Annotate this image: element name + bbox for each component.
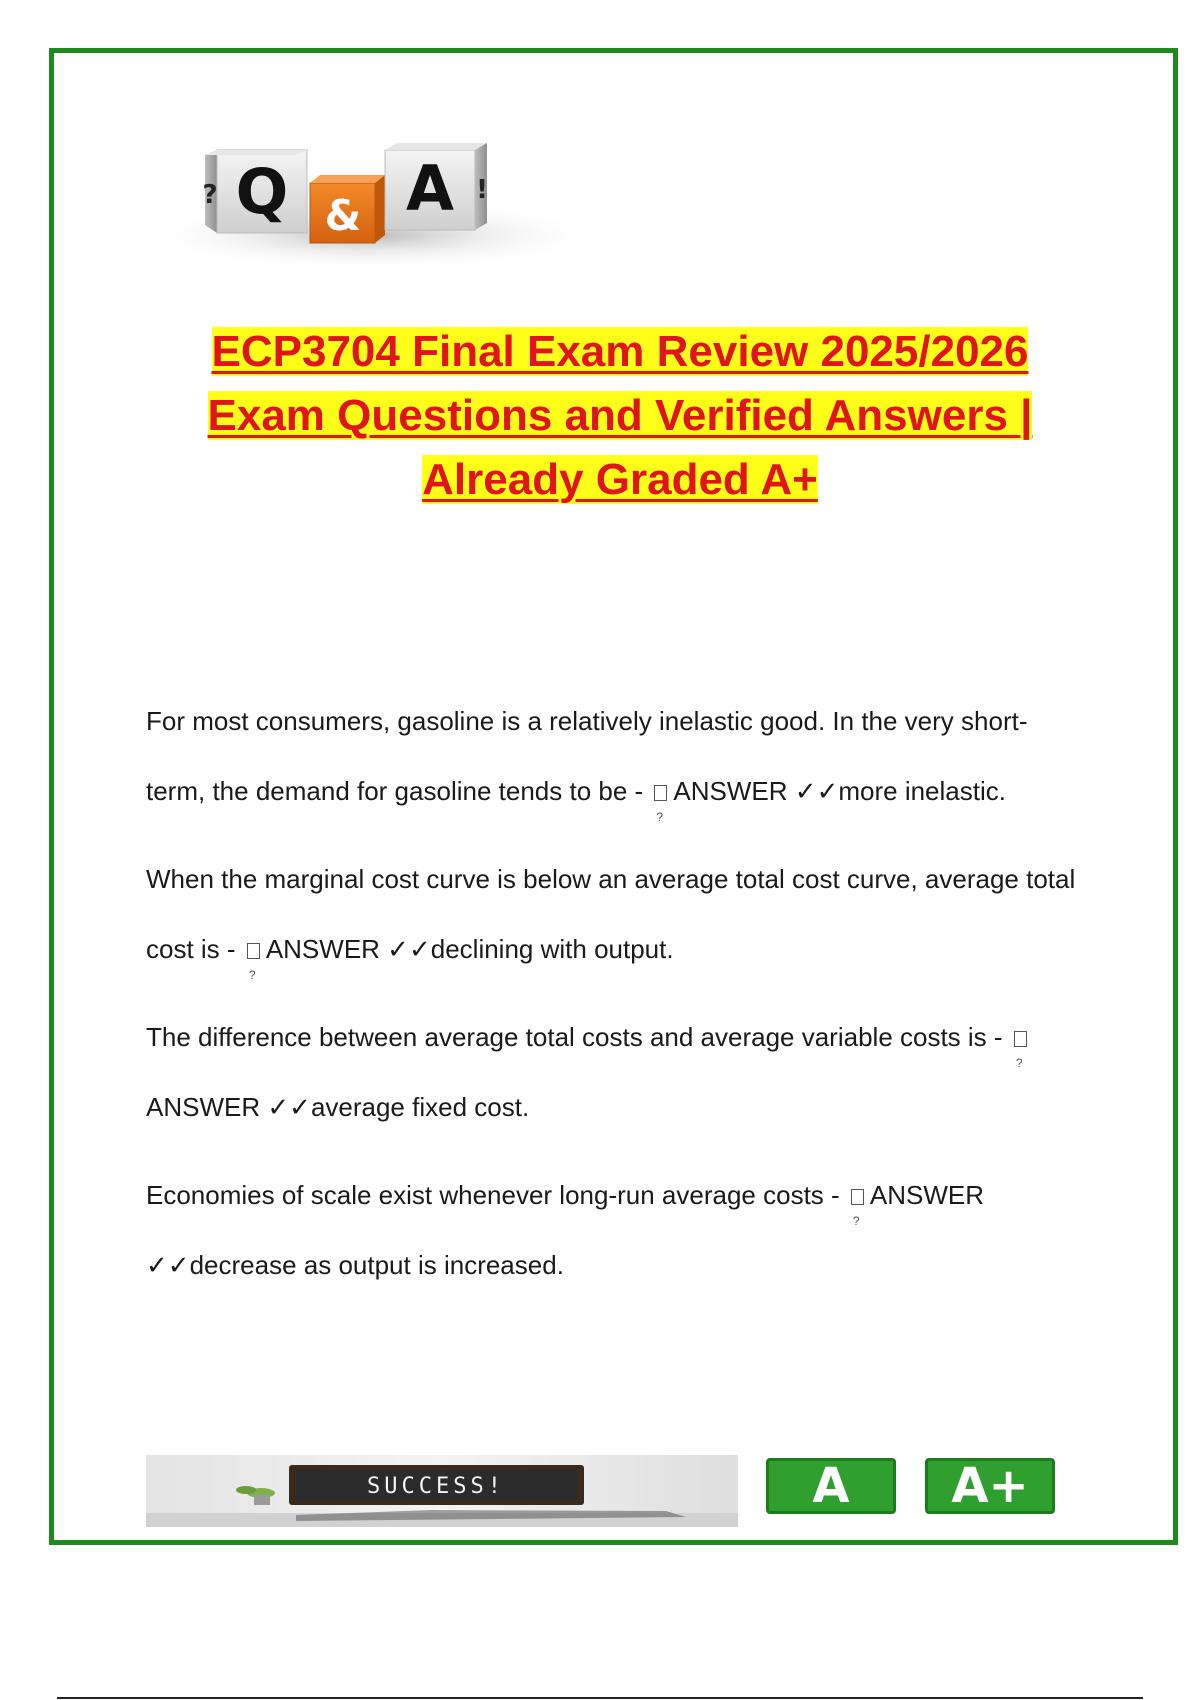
- grade-a-badge: A: [766, 1458, 896, 1514]
- checkmark-icon: ✓✓: [267, 1092, 311, 1122]
- checkmark-icon: ✓✓: [794, 776, 839, 806]
- answer-text: more inelastic.: [838, 776, 1006, 806]
- dice-q-letter: Q: [235, 155, 289, 228]
- grade-aplus-badge: A+: [925, 1458, 1055, 1514]
- chalkboard-sign: [289, 1465, 584, 1505]
- question-text: For most consumers, gasoline is a relatively inelastic good. In the very short-term, the demand for gasoline tends to be -: [146, 706, 1028, 806]
- question-text: Economies of scale exist whenever long-run average costs -: [146, 1180, 840, 1210]
- dice-a-letter: A: [406, 152, 454, 225]
- answer-label: ANSWER: [673, 776, 788, 806]
- qa-dice-logo: [145, 75, 600, 290]
- qa-item: [146, 686, 1086, 826]
- document-title: [140, 320, 1100, 512]
- qa-item: [146, 1160, 1086, 1300]
- dice-and-symbol: &: [324, 191, 362, 240]
- answer-text: decrease as output is increased.: [189, 1250, 564, 1280]
- title-line-1: ECP3704 Final Exam Review 2025/2026: [211, 327, 1029, 376]
- question-text: The difference between average total costs and average variable costs is -: [146, 1022, 1003, 1052]
- qa-item: [146, 844, 1086, 984]
- checkmark-icon: ✓✓: [146, 1250, 190, 1280]
- success-banner-image: [146, 1455, 738, 1527]
- dice-q: [202, 150, 307, 233]
- answer-label: ANSWER: [146, 1092, 261, 1122]
- dice-a-side-mark: !: [476, 175, 488, 205]
- dice-and: [310, 175, 385, 243]
- qa-list: [146, 686, 1086, 1318]
- answer-text: average fixed cost.: [310, 1092, 530, 1122]
- title-line-2: Exam Questions and Verified Answers |: [207, 391, 1033, 440]
- dice-q-side-mark: ?: [202, 180, 218, 210]
- answer-marker-icon: [1014, 1031, 1027, 1047]
- answer-marker-icon: [654, 785, 667, 801]
- answer-label: ANSWER: [869, 1180, 985, 1210]
- success-text: SUCCESS!: [367, 1474, 505, 1499]
- dice-a: [385, 143, 488, 230]
- title-line-3: Already Graded A+: [422, 455, 818, 504]
- checkmark-icon: ✓✓: [387, 934, 431, 964]
- qa-item: [146, 1002, 1086, 1142]
- answer-marker-icon: [247, 943, 260, 959]
- question-text: When the marginal cost curve is below an average total cost curve, average total cost is -: [146, 864, 1076, 964]
- answer-label: ANSWER: [265, 934, 380, 964]
- answer-marker-icon: [851, 1189, 864, 1205]
- page-bottom-rule: [57, 1697, 1143, 1699]
- answer-text: declining with output.: [430, 934, 674, 964]
